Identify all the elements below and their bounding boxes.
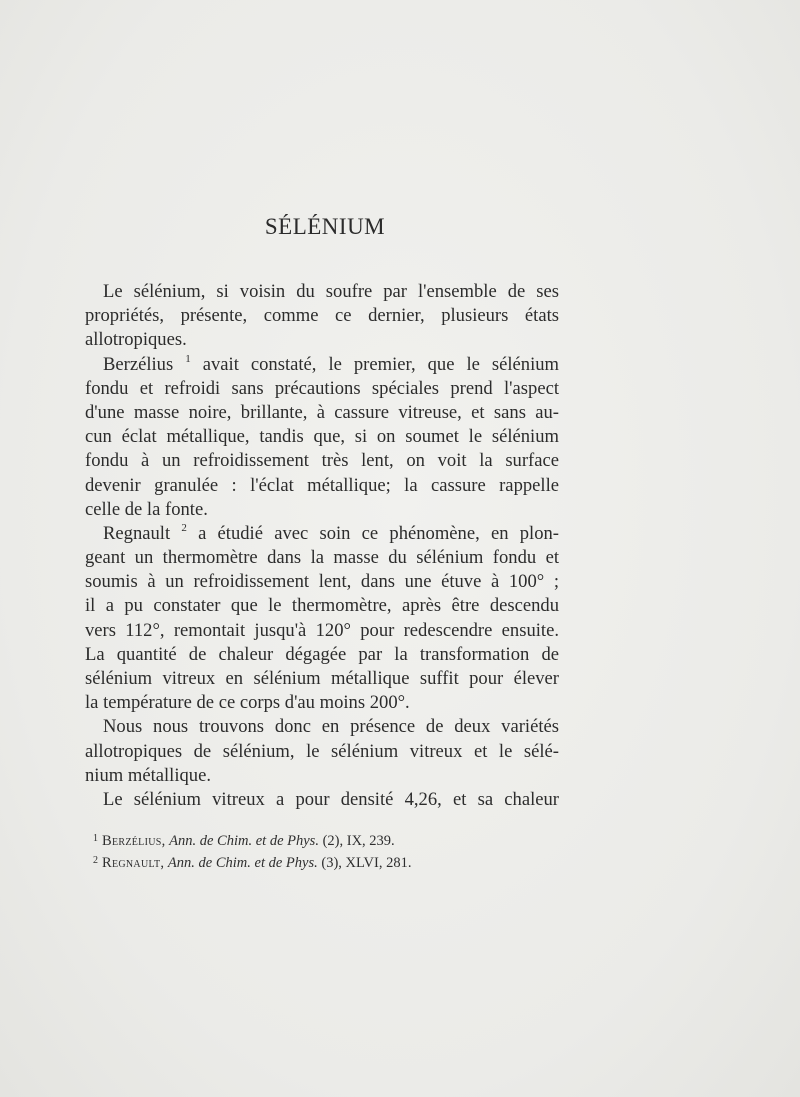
- author-name: Regnault: [103, 522, 171, 544]
- text-line: il a pu constater que le thermomètre, après être descendu: [85, 595, 559, 617]
- text-line: La quantité de chaleur dégagée par la transformation de: [85, 643, 559, 665]
- footnote-author: Berzélius,: [102, 833, 166, 849]
- text-line: la température de ce corps d'au moins 200°.: [85, 692, 410, 714]
- text-line: soumis à un refroidissement lent, dans une étuve à 100° ;: [85, 571, 559, 593]
- footnote-reference: (3), XLVI, 281.: [321, 855, 412, 871]
- text-line: [85, 353, 559, 377]
- text-line: allotropiques de sélénium, le sélénium vitreux et le sélé-: [85, 740, 559, 762]
- text-line: Le sélénium vitreux a pour densité 4,26, et sa chaleur: [103, 788, 559, 810]
- footnote-marker: 2: [181, 521, 187, 534]
- text-line: Nous nous trouvons donc en présence de deux variétés: [103, 716, 559, 738]
- text-line: devenir granulée : l'éclat métallique; la cassure rappelle: [85, 474, 559, 496]
- text-line: cun éclat métallique, tandis que, si on soumet le sélénium: [85, 426, 559, 448]
- text-line: celle de la fonte.: [85, 498, 208, 520]
- page-title: SÉLÉNIUM: [264, 214, 386, 239]
- footnote-number: 1: [93, 833, 98, 844]
- text-line: Le sélénium, si voisin du soufre par l'ensemble de ses: [103, 281, 559, 302]
- line-text: a étudié avec soin ce phénomène, en plon-: [198, 522, 559, 544]
- text-line: allotropiques.: [85, 329, 187, 351]
- line-text: avait constaté, le premier, que le sélénium: [202, 353, 559, 375]
- footnote-source: Ann. de Chim. et de Phys.: [167, 855, 318, 871]
- footnote: [93, 829, 563, 851]
- text-line: fondu et refroidi sans précautions spéciales prend l'aspect: [85, 377, 559, 399]
- footnote-marker: 1: [185, 352, 191, 365]
- text-line: sélénium vitreux en sélénium métallique suffit pour élever: [85, 668, 559, 689]
- text-line: geant un thermomètre dans la masse du sélénium fondu et: [85, 547, 559, 569]
- text-line: vers 112°, remontait jusqu'à 120° pour redescendre ensuite.: [85, 619, 559, 641]
- footnote-reference: (2), IX, 239.: [322, 833, 395, 849]
- text-line: fondu à un refroidissement très lent, on voit la surface: [85, 450, 559, 472]
- footnote-source: Ann. de Chim. et de Phys.: [169, 833, 319, 849]
- footnotes: [93, 829, 563, 873]
- author-name: Berzélius: [103, 353, 174, 375]
- footnote: [93, 851, 563, 873]
- text-line: d'une masse noire, brillante, à cassure vitreuse, et sans au-: [85, 401, 559, 423]
- text-line: propriétés, présente, comme ce dernier, plusieurs états: [85, 305, 559, 327]
- text-line: [85, 522, 559, 546]
- footnote-number: 2: [93, 855, 98, 866]
- footnote-author: Regnault,: [102, 855, 165, 871]
- body-text: [85, 280, 559, 812]
- text-line: nium métallique.: [85, 764, 211, 786]
